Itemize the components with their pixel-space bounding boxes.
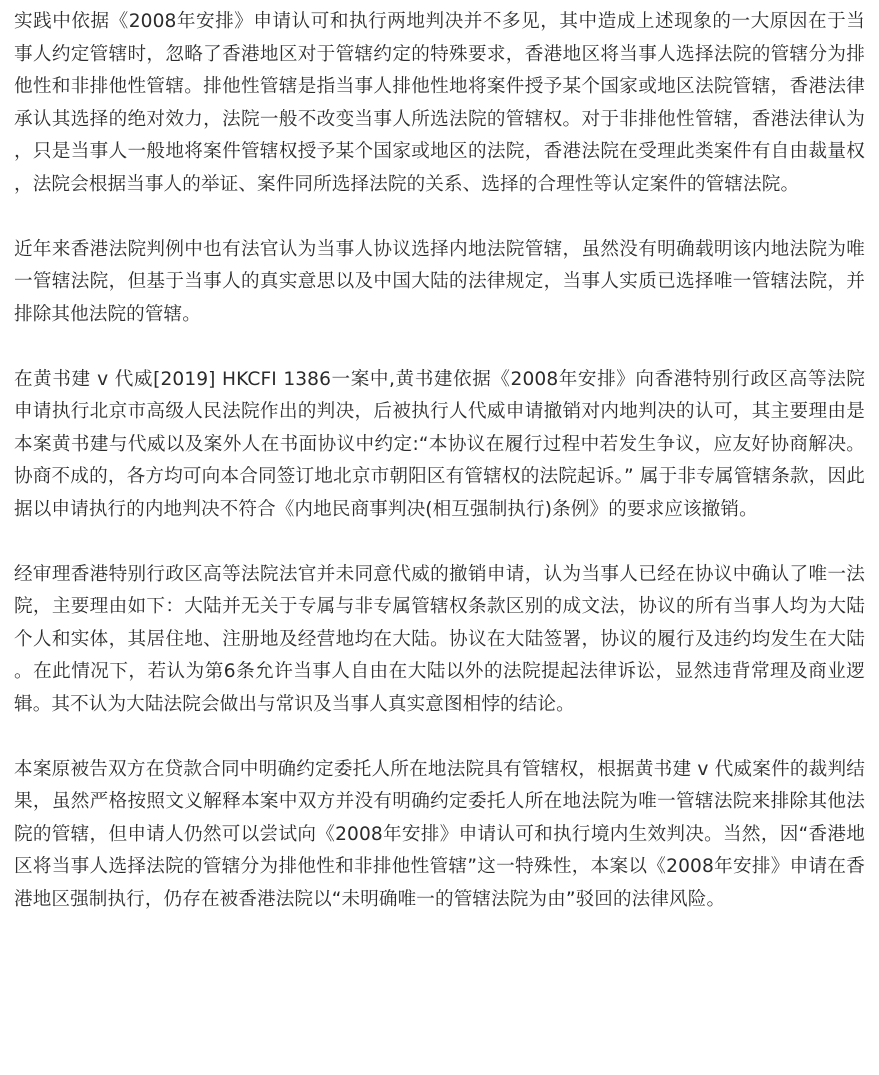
paragraph-court-reasoning: 经审理香港特别行政区高等法院法官并未同意代威的撤销申请，认为当事人已经在协议中确认了唯一法院，主要理由如下：大陆并无关于专属与非专属管辖权条款区别的成文法，协议的所有当事人均为大陆个人和实体，其居住地、注册地及经营地均在大陆。协议在大陆签署，协议的履行及违约均发生在大陆。在此情况下，若认为第6条允许当事人自由在大陆以外的法院提起法律诉讼，显然违背常理及商业逻辑。其不认为大陆法院会做出与常识及当事人真实意图相悖的结论。 — [14, 563, 865, 715]
paragraph-intro: 实践中依据《2008年安排》申请认可和执行两地判决并不多见，其中造成上述现象的一大原因在于当事人约定管辖时，忽略了香港地区对于管辖约定的特殊要求，香港地区将当事人选择法院的管辖分为排他性和非排他性管辖。排他性管辖是指当事人排他性地将案件授予某个国家或地区法院管辖，香港法律承认其选择的绝对效力，法院一般不改变当事人所选法院的管辖权。对于非排他性管辖，香港法律认为，只是当事人一般地将案件管辖权授予某个国家或地区的法院，香港法院在受理此类案件有自由裁量权，法院会根据当事人的举证、案件同所选择法院的关系、选择的合理性等认定案件的管辖法院。 — [14, 11, 865, 195]
paragraph-conclusion: 本案原被告双方在贷款合同中明确约定委托人所在地法院具有管辖权，根据黄书建 v 代威案件的裁判结果，虽然严格按照文义解释本案中双方并没有明确约定委托人所在地法院为唯一管辖法院来排除其他法院的管辖，但申请人仍然可以尝试向《2008年安排》申请认可和执行境内生效判决。当然，因“香港地区将当事人选择法院的管辖分为排他性和非排他性管辖”这一特殊性，本案以《2008年安排》申请在香港地区强制执行，仍存在被香港法院以“未明确唯一的管辖法院为由”驳回的法律风险。 — [14, 758, 865, 910]
paragraph-case-facts: 在黄书建 v 代威[2019] HKCFI 1386一案中,黄书建依据《2008年安排》向香港特别行政区高等法院申请执行北京市高级人民法院作出的判决，后被执行人代威申请撤销对内地判决的认可，其主要理由是本案黄书建与代威以及案外人在书面协议中约定:“本协议在履行过程中若发生争议，应友好协商解决。协商不成的，各方均可向本合同签订地北京市朝阳区有管辖权的法院起诉。” 属于非专属管辖条款，因此据以申请执行的内地判决不符合《内地民商事判决(相互强制执行)条例》的要求应该撤销。 — [14, 368, 865, 520]
article-body — [14, 6, 865, 916]
paragraph-recent-cases: 近年来香港法院判例中也有法官认为当事人协议选择内地法院管辖，虽然没有明确载明该内地法院为唯一管辖法院，但基于当事人的真实意思以及中国大陆的法律规定，当事人实质已选择唯一管辖法院，并排除其他法院的管辖。 — [14, 238, 865, 325]
